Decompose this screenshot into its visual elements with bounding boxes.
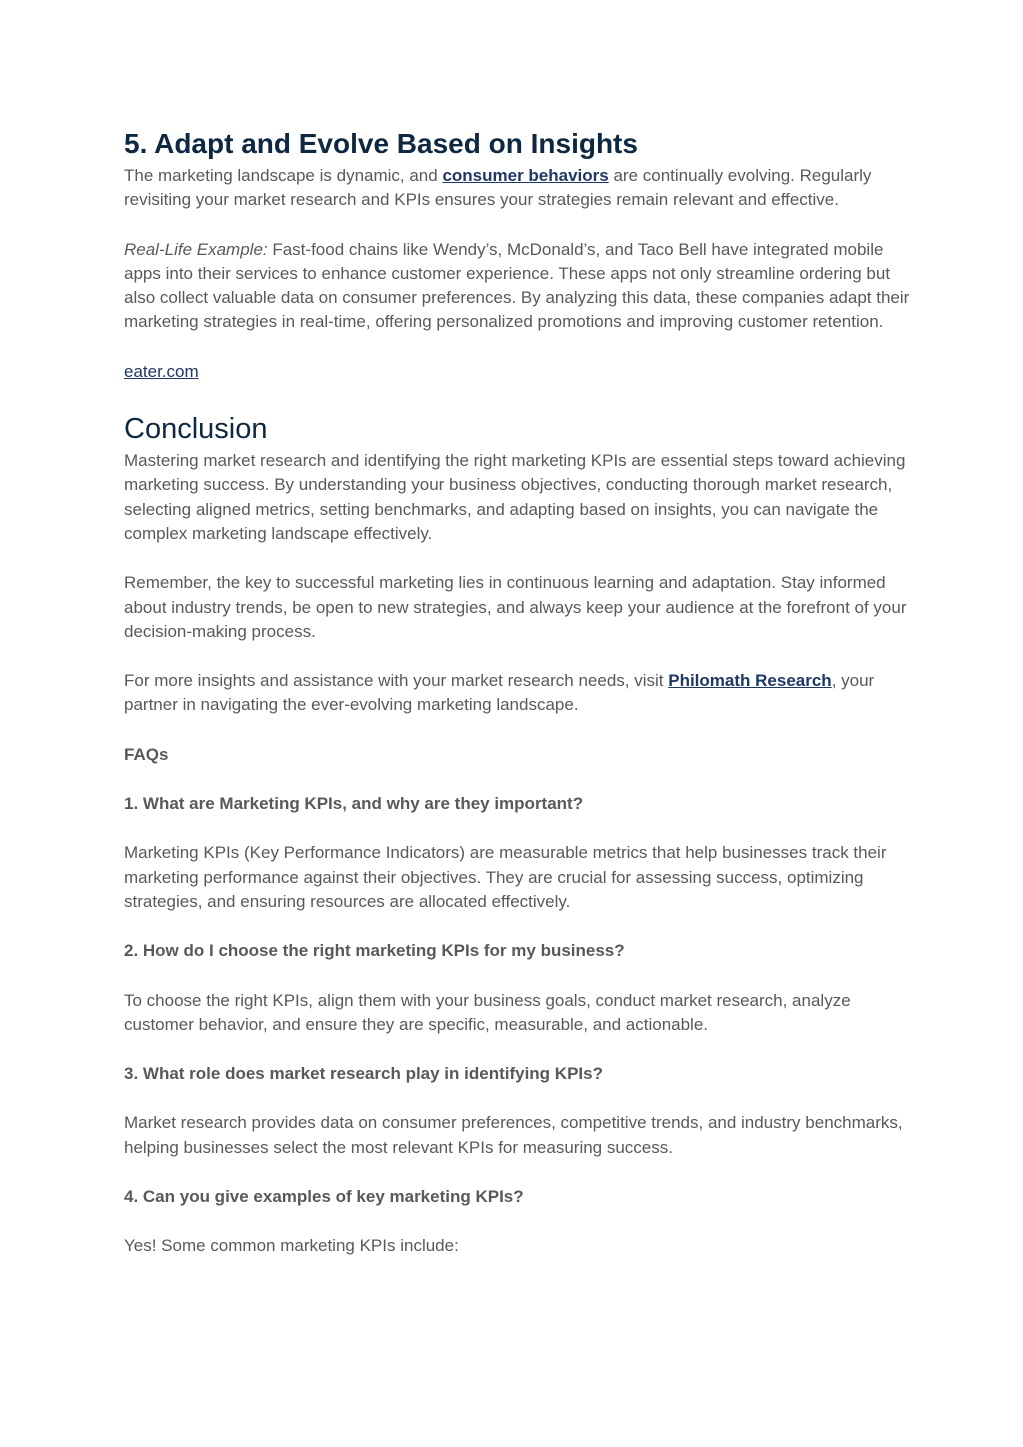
faq-answer: Yes! Some common marketing KPIs include: [124, 1236, 459, 1256]
section-paragraph [124, 164, 914, 213]
faq-question: 1. What are Marketing KPIs, and why are they important? [124, 794, 584, 814]
conclusion-paragraph-2: Remember, the key to successful marketing lies in continuous learning and adaptation. Stay informed about industry trends, be open to new strategies, and always keep your audience at the forefront of your decision-making process. [124, 573, 907, 641]
paragraph-text: The marketing landscape is dynamic, and [124, 166, 443, 185]
example-label: Real-Life Example: [124, 239, 268, 259]
consumer-behaviors-link[interactable]: consumer behaviors [442, 166, 609, 185]
example-text: Fast-food chains like Wendy’s, McDonald’s, and Taco Bell have integrated mobile apps into their services to enhance customer experience. These apps not only streamline ordering but also collect valuable data on consumer preferences. By analyzing this data, these companies adapt their marketing strategies in real-time, offering personalized promotions and improving customer retention. [124, 239, 910, 332]
faq-question: 3. What role does market research play in identifying KPIs? [124, 1064, 603, 1084]
faq-answer: To choose the right KPIs, align them with your business goals, conduct market research, analyze customer behavior, and ensure they are specific, measurable, and actionable. [124, 990, 851, 1034]
paragraph-text: are continually evolving. Regularly revisiting your market research and KPIs ensures your strategies remain relevant and effective. [124, 166, 872, 210]
paragraph-text: , your partner in navigating the ever-evolving marketing landscape. [124, 671, 875, 715]
document-page [124, 124, 914, 1259]
section-heading-adapt-evolve: 5. Adapt and Evolve Based on Insights [124, 128, 638, 159]
eater-source-link[interactable]: eater.com [124, 361, 199, 381]
paragraph-text: For more insights and assistance with your market research needs, visit [124, 671, 669, 691]
faq-question: 2. How do I choose the right marketing KPIs for my business? [124, 941, 625, 961]
faq-answer: Market research provides data on consumer preferences, competitive trends, and industry benchmarks, helping businesses select the most relevant KPIs for measuring success. [124, 1113, 903, 1157]
faq-answer: Marketing KPIs (Key Performance Indicators) are measurable metrics that help businesses track their marketing performance against their objectives. They are crucial for assessing success, optimizing strategies, and ensuring resources are allocated effectively. [124, 843, 887, 911]
conclusion-heading: Conclusion [124, 413, 268, 446]
real-life-example-paragraph [124, 238, 914, 335]
philomath-research-link[interactable]: Philomath Research [668, 671, 832, 691]
conclusion-paragraph-1: Mastering market research and identifying the right marketing KPIs are essential steps toward achieving marketing success. By understanding your business objectives, conducting thorough market research, selecting aligned metrics, setting benchmarks, and adapting based on insights, you can navigate the complex marketing landscape effectively. [124, 451, 906, 543]
faq-question: 4. Can you give examples of key marketing KPIs? [124, 1187, 524, 1207]
faqs-title: FAQs [124, 744, 169, 764]
conclusion-paragraph-3 [124, 669, 914, 718]
source-paragraph [124, 360, 914, 384]
